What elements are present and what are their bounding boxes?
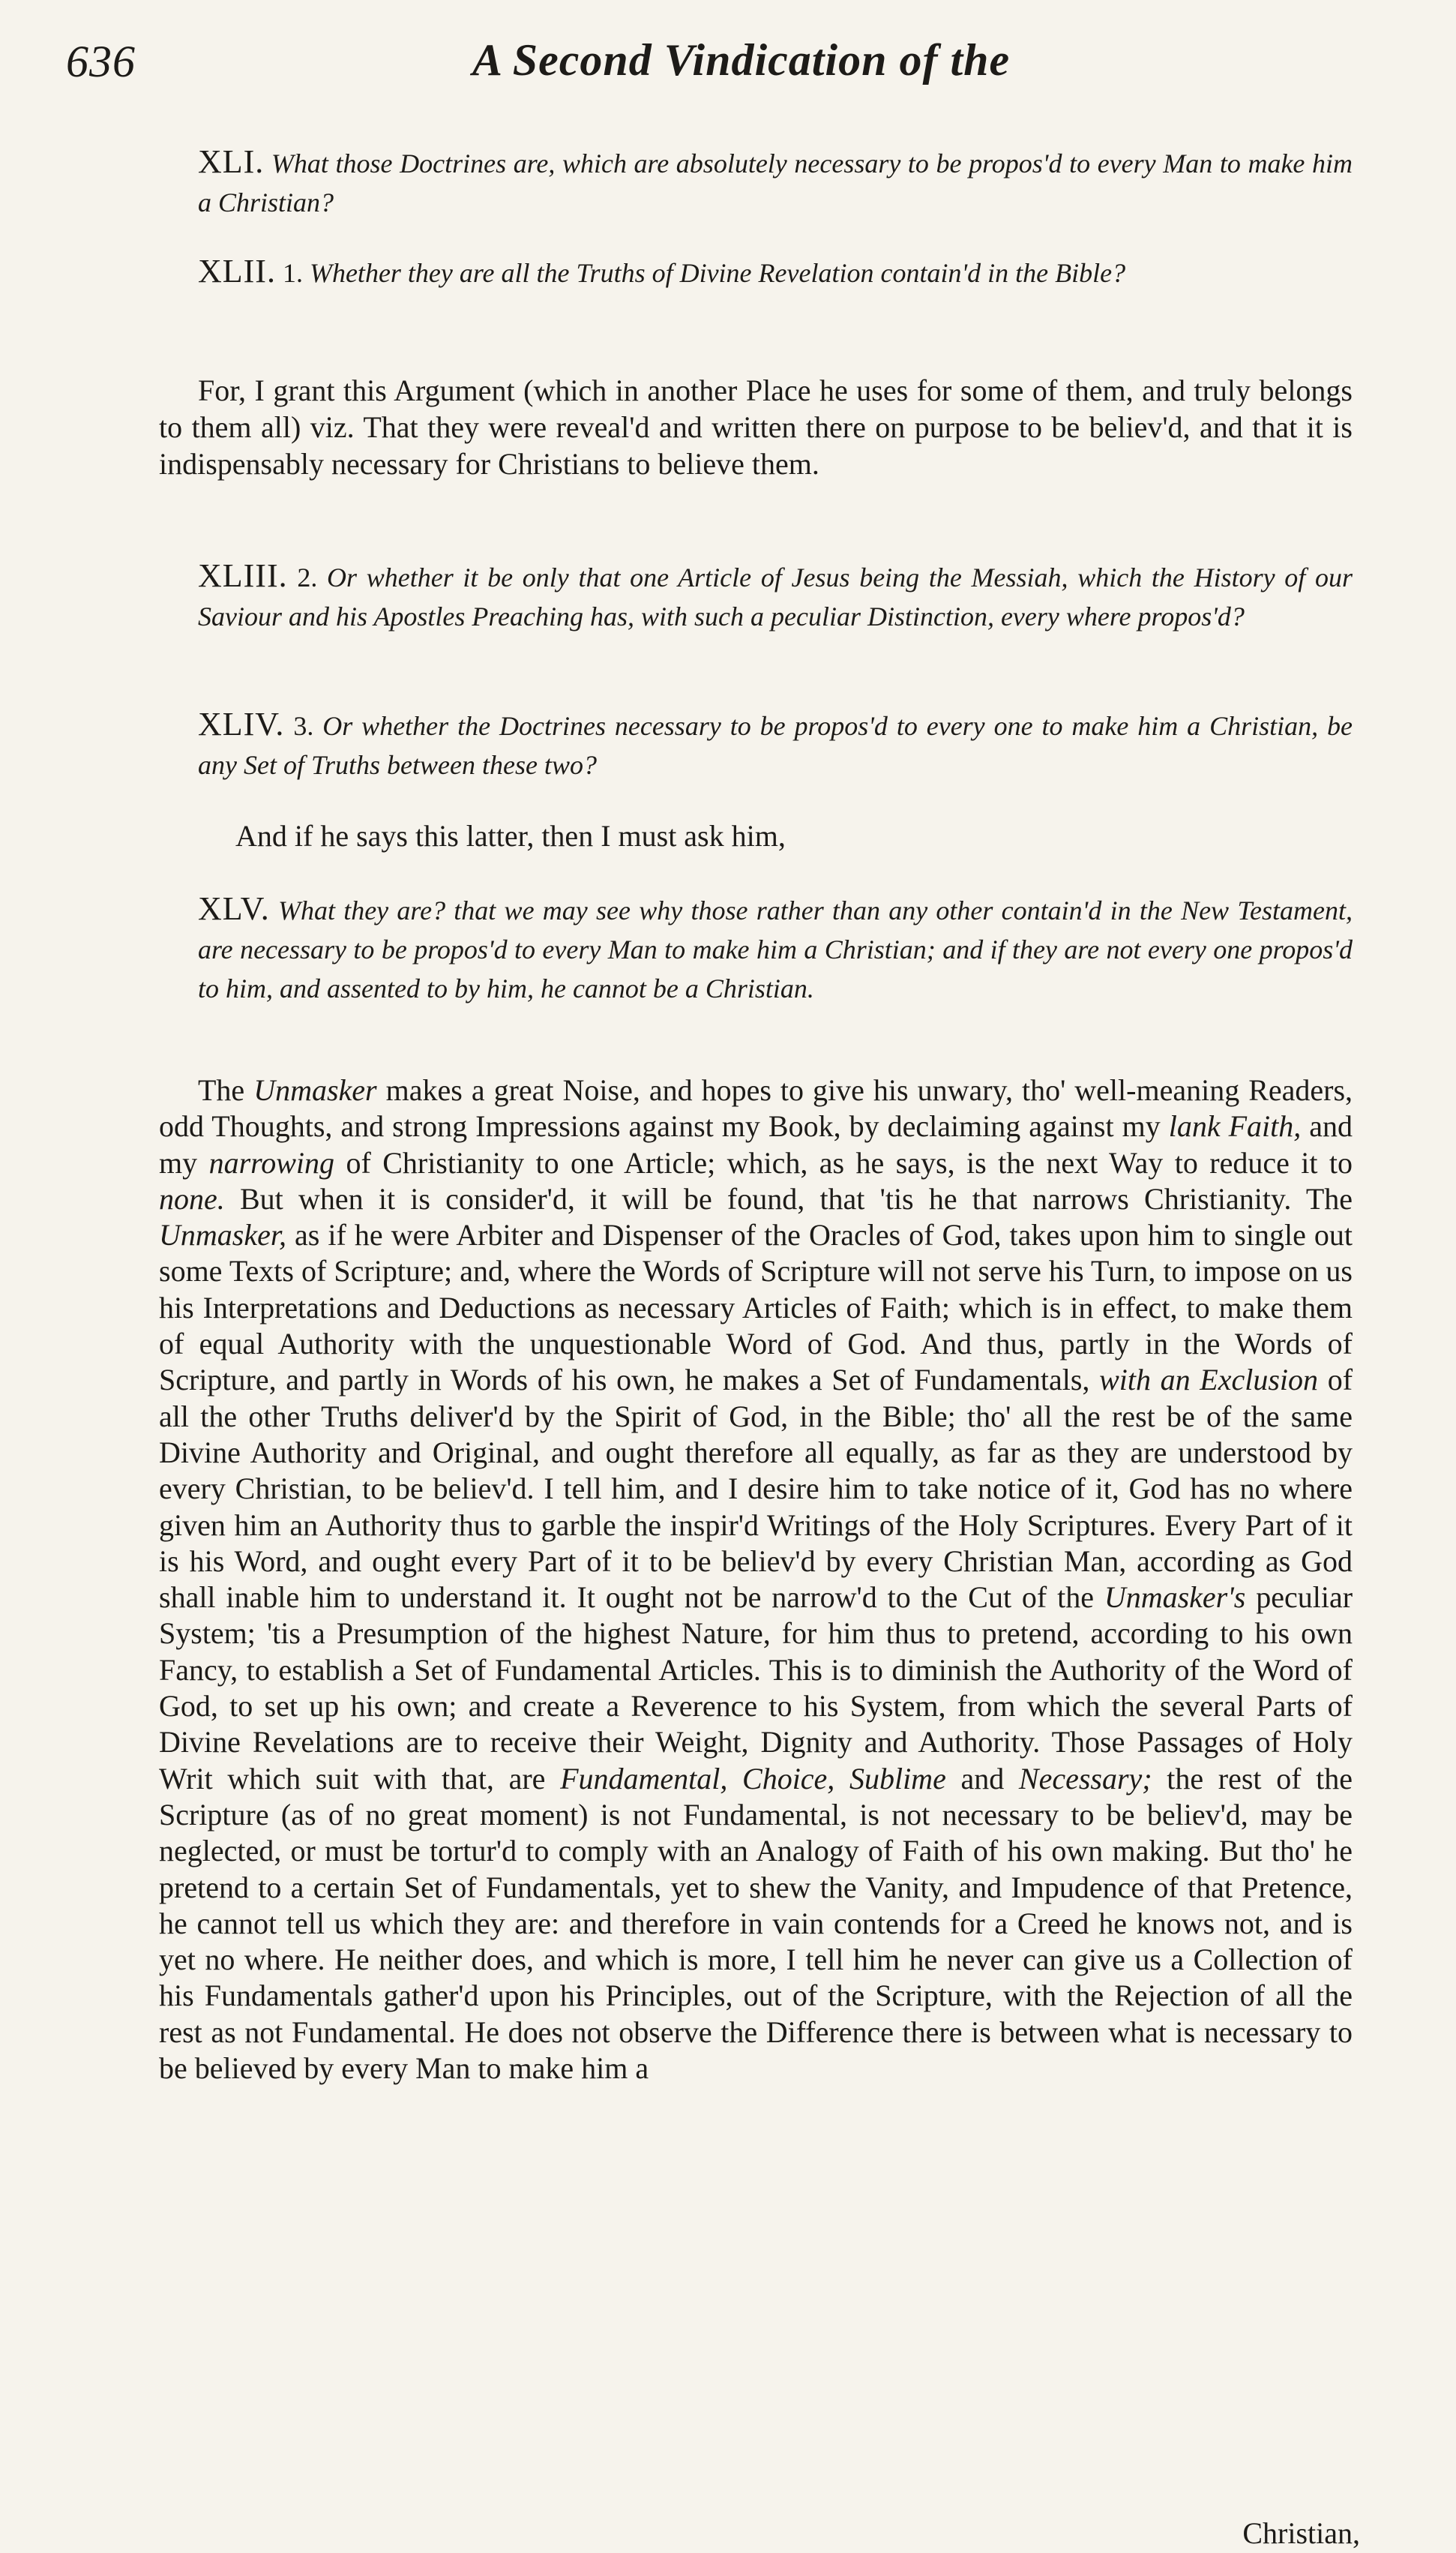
question-44 [198,705,1353,784]
italic-term: Necessary; [1018,1761,1152,1796]
question-text: What those Doctrines are, which are absolutely necessary to be propos'd to every Man to make him a Christian? [198,148,1353,218]
italic-term: Fundamental, Choice, Sublime [560,1761,946,1796]
question-subnumber: 1. [282,258,303,288]
question-subnumber: 3. [293,711,314,741]
text-run: the rest of the Scripture (as of no great moment) is not Fundamental, is not necessary to be believ'd, may be neglected, or must be tortur'd to comply with an Analogy of Faith of his own making. But tho' he pretend to a certain Set of Fundamentals, yet to shew the Vanity, and Impudence of that Pretence, he cannot tell us which they are: and therefore in vain contends for a Creed he knows not, and is yet no where. He neither does, and which is more, I tell him he never can give us a Collection of his Fundamentals gather'd upon his Principles, out of the Scripture, with the Rejection of all the rest as not Fundamental. He does not observe the Difference there is between what is necessary to be believed by every Man to make him a [159,1761,1353,2086]
italic-term: none. [159,1181,225,1216]
question-42 [198,252,1353,292]
question-text: Or whether the Doctrines necessary to be propos'd to every one to make him a Christian, be any Set of Truths between these two? [198,711,1353,780]
paragraph-argument: For, I grant this Argument (which in another Place he uses for some of them, and truly belongs to them all) viz. That they were reveal'd and written there on purpose to be believ'd, and that it is indispensably necessary for Christians to believe them. [159,374,1353,481]
question-number: XLII. [198,253,276,290]
italic-term: Unmasker, [159,1218,286,1252]
question-subnumber: 2. [297,562,318,592]
italic-term: with an Exclusion [1099,1363,1319,1397]
question-number: XLIII. [198,557,288,594]
text-run: and my [159,1109,1353,1180]
question-45 [198,890,1353,1008]
question-number: XLIV. [198,706,285,742]
catchword: Christian, [1242,2516,1360,2550]
question-number: XLI. [198,143,265,180]
question-text: Or whether it be only that one Article of Jesus being the Messiah, which the History of our Saviour and his Apostles Preaching has, with such a peculiar Distinction, every where propos'd? [198,562,1353,632]
text-run: peculiar System; 'tis a Presumption of the highest Nature, for him thus to pretend, according to his own Fancy, to establish a Set of Fundamental Articles. This is to diminish the Authority of the Word of God, to set up his own; and create a Reverence to his System, from which the several Parts of Divine Revelations are to receive their Weight, Dignity and Authority. Those Passages of Holy Writ which suit with that, are [159,1580,1353,1796]
text-run: But when it is consider'd, it will be found, that 'tis he that narrows Christianity. The [239,1181,1353,1216]
question-text: What they are? that we may see why those rather than any other contain'd in the New Testament, are necessary to be propos'd to every Man to make him a Christian; and if they are not every one propos'd to him, and assented to by him, he cannot be a Christian. [198,896,1353,1004]
question-43 [198,556,1353,636]
question-41 [198,142,1353,222]
text-run: The [198,1073,245,1107]
running-title: A Second Vindication of the [472,35,1011,85]
italic-term: Unmasker's [1104,1580,1246,1615]
text-run: as if he were Arbiter and Dispenser of the Oracles of God, takes upon him to single out some Texts of Scripture; and, where the Words of Scripture will not serve his Turn, to impose on us his Interpretations and Deductions as necessary Articles of Faith; which is in effect, to make them of equal Authority with the unquestionable Word of God. And thus, partly in the Words of Scripture, and partly in Words of his own, he makes a Set of Fundamentals, [159,1218,1353,1397]
question-text: Whether they are all the Truths of Divine Revelation contain'd in the Bible? [309,258,1126,288]
italic-term: Unmasker [253,1073,377,1107]
paragraph-main [159,1072,1353,2086]
page-number: 636 [66,37,136,86]
text-run: makes a great Noise, and hopes to give his unwary, tho' well-meaning Readers, odd Thoughts, and strong Impressions against my Book, by declaiming against my [159,1073,1353,1144]
paragraph-latter: And if he says this latter, then I must ask him, [235,819,786,853]
text-run: of Christianity to one Article; which, as he says, is the next Way to reduce it to [346,1145,1353,1180]
question-number: XLV. [198,890,270,927]
italic-term: narrowing [208,1145,335,1180]
italic-term: lank Faith, [1168,1109,1302,1144]
text-run: and [960,1761,1005,1796]
text-run: of all the other Truths deliver'd by the Spirit of God, in the Bible; tho' all the rest be of the same Divine Authority and Original, and ought therefore all equally, as far as they are understood by every Christian, to be believ'd. I tell him, and I desire him to take notice of it, God has no where given him an Authority thus to garble the inspir'd Writings of the Holy Scriptures. Every Part of it is his Word, and ought every Part of it to be believ'd by every Christian Man, according as God shall inable him to understand it. It ought not be narrow'd to the Cut of the [159,1363,1353,1615]
